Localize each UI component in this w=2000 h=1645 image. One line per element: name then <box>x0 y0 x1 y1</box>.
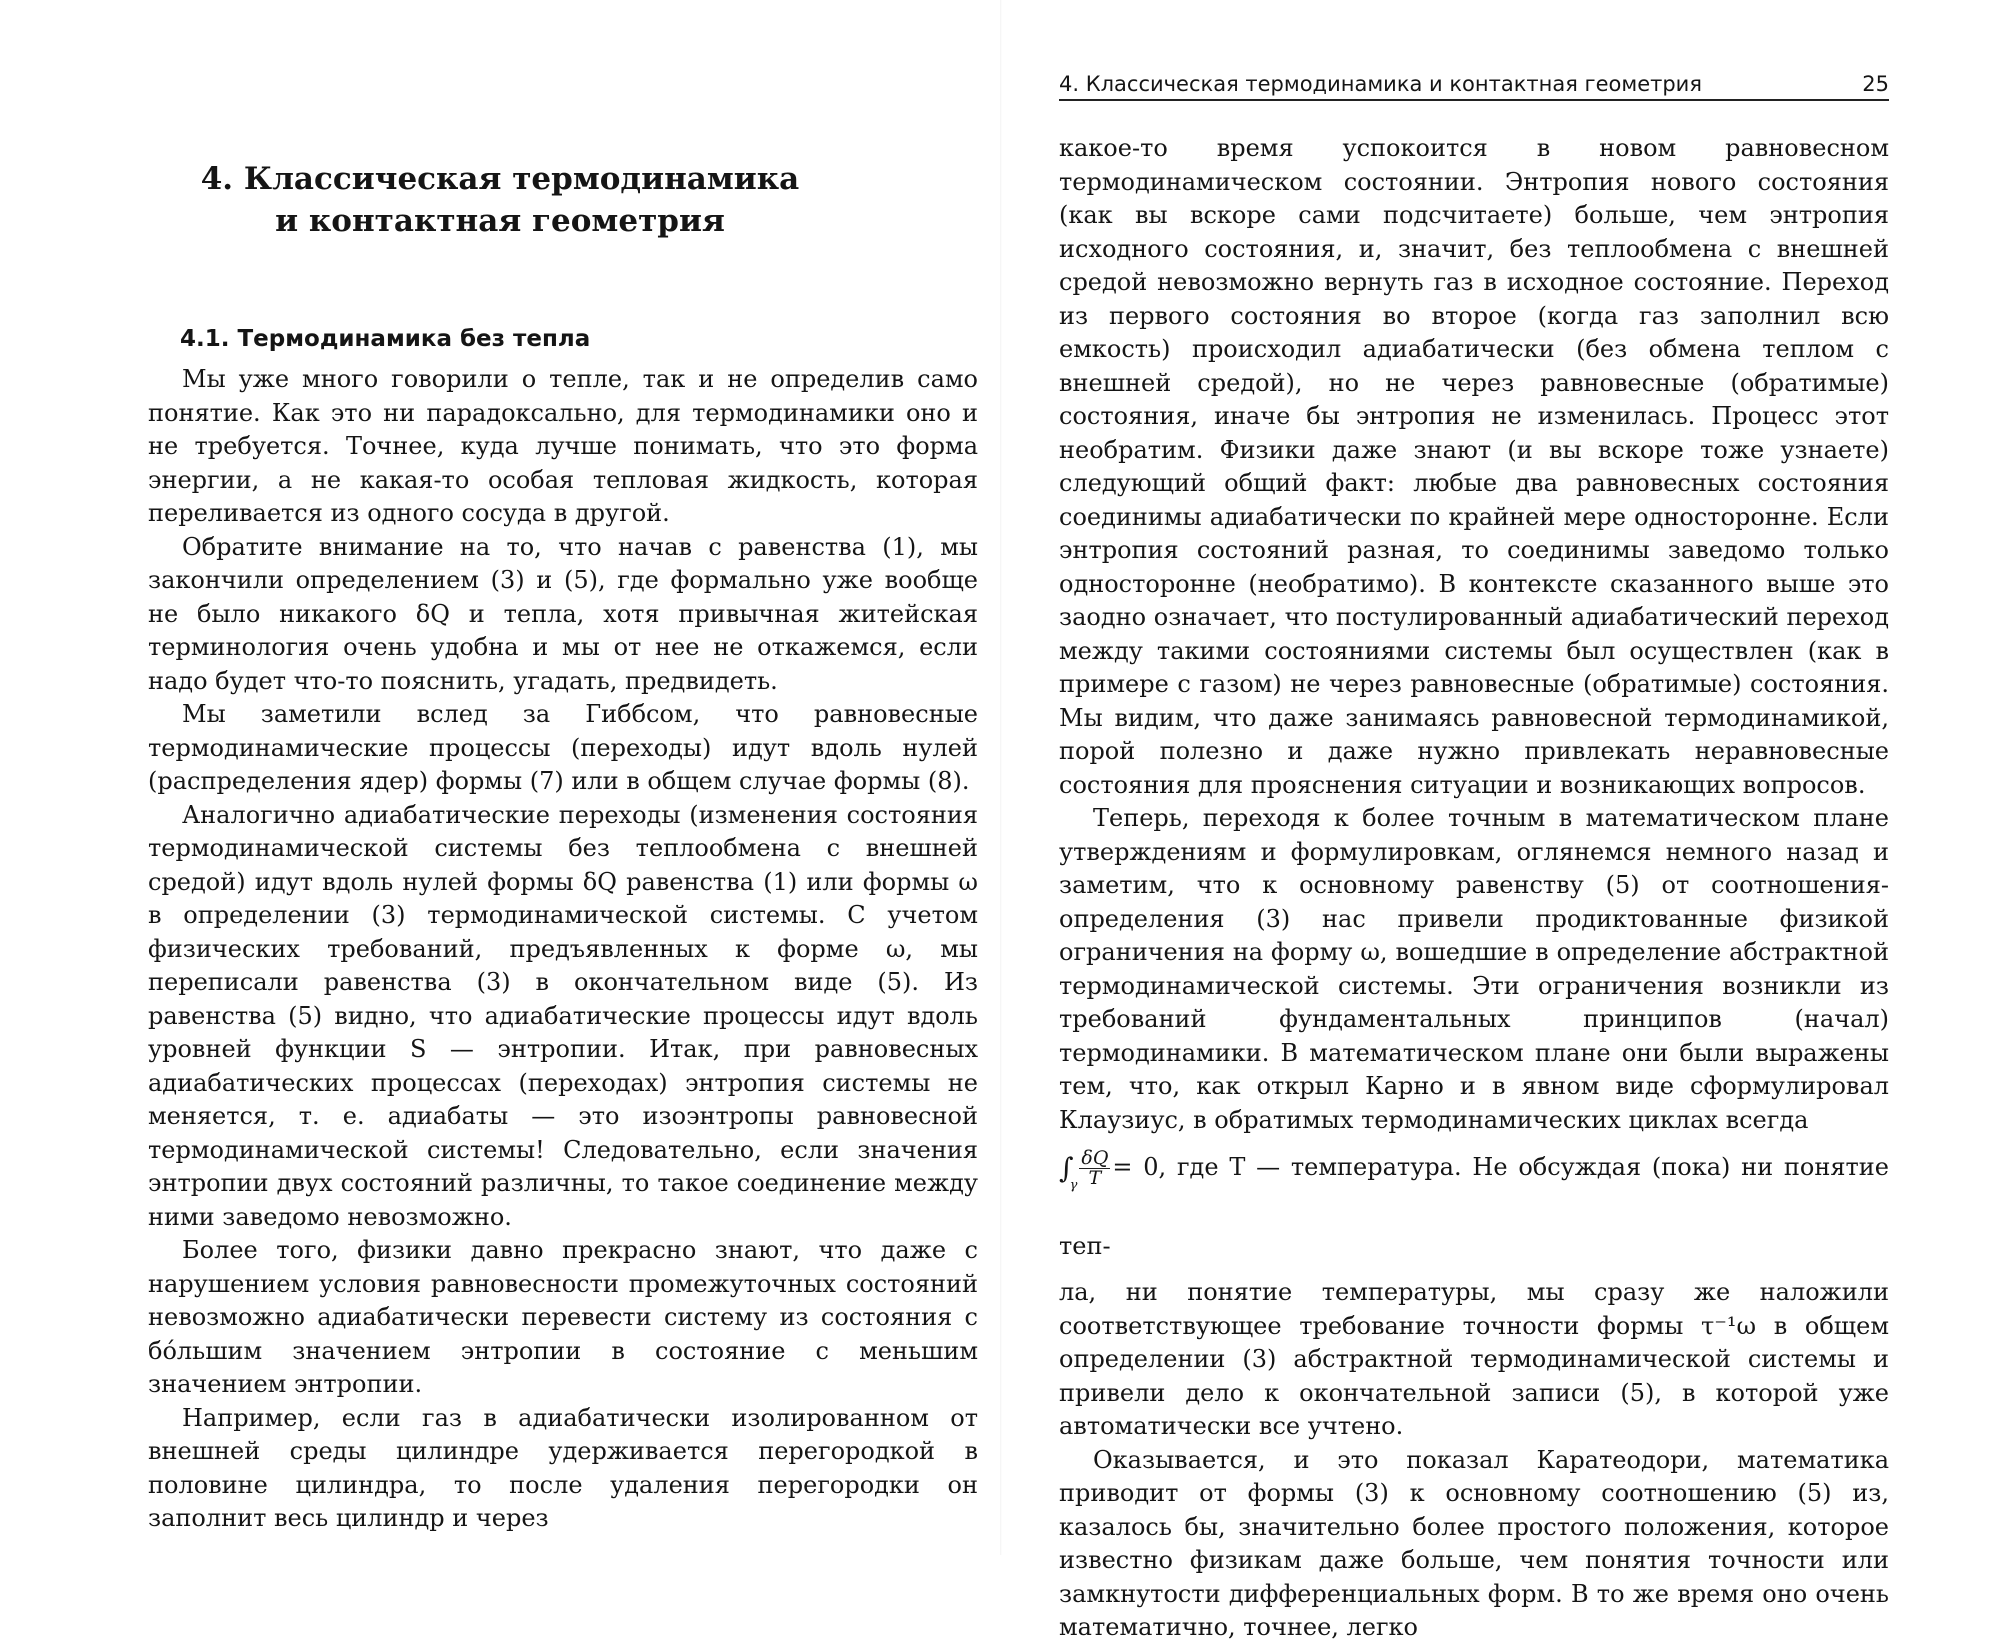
integral-sign: ∫ <box>1059 1151 1074 1185</box>
page-number: 25 <box>1862 72 1889 96</box>
paragraph: ла, ни понятие температуры, мы сразу же наложили соответствующее требование точности формы τ⁻¹ω в общем определении (3) абстрактной термодинамической системы и привели дело к окончательной записи (5), в которой уже автоматически все учтено. <box>1059 1278 1889 1440</box>
fraction-denominator: T <box>1088 1167 1102 1189</box>
fraction <box>1079 1149 1110 1188</box>
paragraph: Обратите внимание на то, что начав с равенства (1), мы закончили определением (3) и (5), где формально уже вообще не было никакого δQ и тепла, хотя привычная житейская терминология очень удобна и мы от нее не откажемся, если надо будет что-то пояснить, угадать, предвидеть. <box>148 532 978 695</box>
paragraph: Теперь, переходя к более точным в математическом плане утверждениям и формулировкам, оглянемся немного назад и заметим, что к основному равенству (5) от соотношения-определения (3) нас привели продиктованные физикой ограничения на форму ω, вошедшие в определение абстрактной термодинамической системы. Эти ограничения возникли из требований фундаментальных принципов (начал) термодинамики. В математическом плане они были выражены тем, что, как открыл Карно и в явном виде сформулировал Клаузиус, в обратимых термодинамических циклах всегда <box>1059 804 1889 1134</box>
chapter-title <box>180 158 820 242</box>
paragraph: Мы заметили вслед за Гиббсом, что равновесные термодинамические процессы (переходы) идут вдоль нулей (распределения ядер) формы (7) или в общем случае формы (8). <box>148 700 978 795</box>
right-text-column <box>1059 132 1889 1645</box>
formula-rhs: = 0, где T — температура. Не обсуждая (пока) ни понятие теп- <box>1059 1153 1889 1260</box>
running-head-title: 4. Классическая термодинамика и контактная геометрия <box>1059 72 1702 96</box>
chapter-title-line-1: 4. Классическая термодинамика <box>200 161 800 197</box>
clausius-formula <box>1059 1137 1889 1276</box>
running-head <box>1059 72 1889 101</box>
section-title: 4.1. Термодинамика без тепла <box>180 326 591 352</box>
paragraph: Оказывается, и это показал Каратеодори, математика приводит от формы (3) к основному соотношению (5) из, казалось бы, значительно более простого положения, которое известно физикам даже больше, чем понятия точности или замкнутости дифференциальных форм. В то же время оно очень математично, точнее, легко <box>1059 1445 1889 1641</box>
paragraph: Более того, физики давно прекрасно знают, что даже с нарушением условия равновесности промежуточных состояний невозможно адиабатически перевести систему из состояния с бóльшим значением энтропии в состояние с меньшим значением энтропии. <box>148 1236 978 1398</box>
paragraph: Мы уже много говорили о тепле, так и не определив само понятие. Как это ни парадоксально, для термодинамики оно и не требуется. Точнее, куда лучше понимать, что это форма энергии, а не какая-то особая тепловая жидкость, которая переливается из одного сосуда в другой. <box>148 365 978 527</box>
chapter-title-line-2: и контактная геометрия <box>275 203 725 239</box>
fraction-numerator: δQ <box>1081 1147 1109 1169</box>
paragraph: Например, если газ в адиабатически изолированном от внешней среды цилиндре удерживается перегородкой в половине цилиндра, то после удаления перегородки он заполнит весь цилиндр и через <box>148 1403 978 1532</box>
paragraph: Аналогично адиабатические переходы (изменения состояния термодинамической системы без теплообмена с внешней средой) идут вдоль нулей формы δQ равенства (1) или формы ω в определении (3) термодинамической системы. С учетом физических требований, предъявленных к форме ω, мы переписали равенства (3) в окончательном виде (5). Из равенства (5) видно, что адиабатические процессы идут вдоль уровней функции S — энтропии. Итак, при равновесных адиабатических процессах (переходах) энтропия системы не меняется, т. е. адиабаты — это изоэнтропы равновесной термодинамической системы! Следовательно, если значения энтропии двух состояний различны, то такое соединение между ними заведомо невозможно. <box>148 800 978 1231</box>
left-text-column <box>148 363 978 1536</box>
integral-contour: γ <box>1069 1178 1078 1193</box>
left-page <box>0 0 1000 1555</box>
paragraph: какое-то время успокоится в новом равновесном термодинамическом состоянии. Энтропия нового состояния (как вы вскоре сами подсчитаете) больше, чем энтропия исходного состояния, и, значит, без теплообмена с внешней средой невозможно вернуть газ в исходное состояние. Переход из первого состояния во второе (когда газ заполнил всю емкость) происходил адиабатически (без обмена теплом с внешней средой), но не через равновесные (обратимые) состояния, иначе бы энтропия не изменилась. Процесс этот необратим. Физики даже знают (и вы вскоре тоже узнаете) следующий общий факт: любые два равновесных состояния соединимы адиабатически по крайней мере односторонне. Если энтропия состояний разная, то соединимы заведомо только односторонне (необратимо). В контексте сказанного выше это заодно означает, что постулированный адиабатический переход между такими состояниями системы был осуществлен (как в примере с газом) не через равновесные (обратимые) состояния. Мы видим, что даже занимаясь равновесной термодинамикой, порой полезно и даже нужно привлекать неравновесные состояния для прояснения ситуации и возникающих вопросов. <box>1059 134 1889 799</box>
right-page <box>1000 0 2000 1641</box>
